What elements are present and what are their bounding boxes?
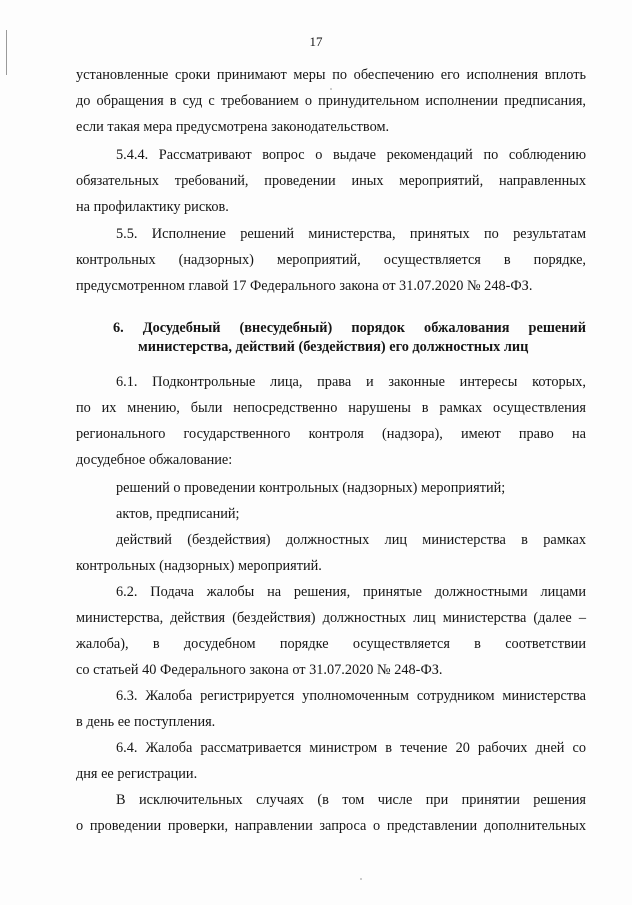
text-line: предусмотренном главой 17 Федерального закона от 31.07.2020 № 248-ФЗ. [76, 278, 533, 294]
text-line: решений о проведении контрольных (надзорных) мероприятий; [116, 480, 506, 496]
text-line: жалоба), в досудебном порядке осуществляется в соответствии [76, 636, 586, 652]
text-line: о проведении проверки, направлении запроса о представлении дополнительных [76, 818, 586, 834]
text-line: до обращения в суд с требованием о принудительном исполнении предписания, [76, 93, 586, 109]
text-line: со статьей 40 Федерального закона от 31.07.2020 № 248-ФЗ. [76, 662, 443, 678]
heading-line: министерства, действий (бездействия) его должностных лиц [138, 339, 529, 355]
heading-line: 6. Досудебный (внесудебный) порядок обжалования решений [113, 320, 586, 336]
page-number: 17 [309, 34, 323, 49]
text-line: дня ее регистрации. [76, 766, 198, 782]
text-line: на профилактику рисков. [76, 199, 229, 215]
text-line: по их мнению, были непосредственно нарушены в рамках осуществления [76, 400, 586, 416]
text-line: актов, предписаний; [116, 506, 240, 522]
text-line: установленные сроки принимают меры по обеспечению его исполнения вплоть [76, 67, 586, 83]
text-line: 6.2. Подача жалобы на решения, принятые должностными лицами [116, 584, 586, 600]
text-line: 6.3. Жалоба регистрируется уполномоченным сотрудником министерства [116, 688, 586, 704]
text-line: действий (бездействия) должностных лиц министерства в рамках [116, 532, 586, 548]
text-line: 6.4. Жалоба рассматривается министром в течение 20 рабочих дней со [116, 740, 586, 756]
text-line: регионального государственного контроля (надзора), имеют право на [76, 426, 586, 442]
text-line: обязательных требований, проведении иных мероприятий, направленных [76, 173, 586, 189]
text-line: досудебное обжалование: [76, 452, 233, 468]
text-line: министерства, действия (бездействия) должностных лиц министерства (далее – [76, 610, 586, 626]
text-line: 5.5. Исполнение решений министерства, принятых по результатам [116, 226, 586, 242]
text-line: контрольных (надзорных) мероприятий. [76, 558, 322, 574]
scan-speck [360, 878, 362, 880]
text-line: В исключительных случаях (в том числе при принятии решения [116, 792, 586, 808]
text-line: контрольных (надзорных) мероприятий, осуществляется в порядке, [76, 252, 586, 268]
text-line: если такая мера предусмотрена законодательством. [76, 119, 390, 135]
text-line: 6.1. Подконтрольные лица, права и законные интересы которых, [116, 374, 586, 390]
text-line: 5.4.4. Рассматривают вопрос о выдаче рекомендаций по соблюдению [116, 147, 586, 163]
text-line: в день ее поступления. [76, 714, 216, 730]
scan-speck [330, 88, 332, 90]
